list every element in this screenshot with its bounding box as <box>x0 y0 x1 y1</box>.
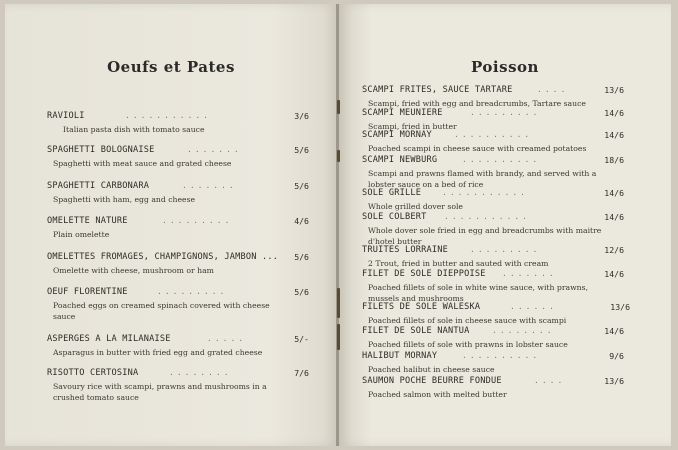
leader-dots: ......... <box>162 216 233 225</box>
dish-name: SCAMPI FRITES, SAUCE TARTARE <box>362 85 513 95</box>
leader-dots: ......... <box>470 245 541 254</box>
dish-name: OMELETTE NATURE <box>47 216 128 226</box>
dish-name: RAVIOLI <box>47 111 85 121</box>
leader-dots: ......... <box>470 108 541 117</box>
menu-item <box>362 351 624 375</box>
dish-price: 14/6 <box>604 326 624 336</box>
menu-item <box>362 212 624 247</box>
leader-dots: ....... <box>182 181 237 190</box>
dish-description: Italian pasta dish with tomato sauce <box>63 125 205 134</box>
menu-item <box>362 245 624 269</box>
dish-name: ASPERGES A LA MILANAISE <box>47 334 171 344</box>
menu-item <box>47 216 309 240</box>
binding-tab <box>337 288 340 318</box>
page-title-right: Poisson <box>471 58 539 76</box>
dish-description: Plain omelette <box>53 230 110 239</box>
dish-price: 14/6 <box>604 269 624 279</box>
binding-tab <box>337 100 340 114</box>
dish-description: Poached fillets of sole with prawns in lobster sauce <box>368 340 568 349</box>
dish-name: SAUMON POCHE BEURRE FONDUE <box>362 376 502 386</box>
dish-name: RISOTTO CERTOSINA <box>47 368 139 378</box>
dish-name: HALIBUT MORNAY <box>362 351 438 361</box>
dish-name: SPAGHETTI CARBONARA <box>47 181 150 191</box>
binding-tab <box>337 150 340 162</box>
menu-item <box>47 287 309 322</box>
dish-price: 18/6 <box>604 155 624 165</box>
dish-price: 13/6 <box>604 85 624 95</box>
dish-price: 5/- <box>294 334 309 344</box>
dish-description: Poached halibut in cheese sauce <box>368 365 495 374</box>
dish-description: Scampi, fried with egg and breadcrumbs, Tartare sauce <box>368 99 586 108</box>
menu-item <box>362 269 624 304</box>
menu-item <box>47 252 309 276</box>
dish-price: 7/6 <box>294 368 309 378</box>
dish-description: Poached scampi in cheese sauce with creamed potatoes <box>368 144 587 153</box>
dish-price: 5/6 <box>294 145 309 155</box>
menu-item <box>362 326 624 350</box>
dish-price: 14/6 <box>604 212 624 222</box>
dish-name: SCAMPI NEWBURG <box>362 155 438 165</box>
dish-description: Savoury rice with scampi, prawns and mushrooms in a crushed tomato sauce <box>53 382 267 402</box>
menu-item <box>362 108 624 132</box>
dish-description: Asparagus in butter with fried egg and grated cheese <box>53 348 263 357</box>
leader-dots: ...... <box>510 302 557 311</box>
dish-price: 3/6 <box>294 111 309 121</box>
dish-name: OEUF FLORENTINE <box>47 287 128 297</box>
leader-dots: ........... <box>125 111 211 120</box>
dish-name: FILETS DE SOLE WALESKA <box>362 302 481 312</box>
dish-name: SOLE GRILLE <box>362 188 422 198</box>
dish-price: 14/6 <box>604 108 624 118</box>
dish-price: 14/6 <box>604 130 624 140</box>
dish-description: 2 Trout, fried in butter and sauted with cream <box>368 259 549 268</box>
dish-description: Whole dover sole fried in egg and breadcrumbs with maitre d'hotel butter <box>368 226 602 246</box>
dish-name: SPAGHETTI BOLOGNAISE <box>47 145 155 155</box>
dish-price: 14/6 <box>604 188 624 198</box>
dish-description: Poached fillets of sole in cheese sauce with scampi <box>368 316 567 325</box>
dish-name: SCAMPI MORNAY <box>362 130 432 140</box>
dish-description: Omelette with cheese, mushroom or ham <box>53 266 214 275</box>
dish-name: FILET DE SOLE DIEPPOISE <box>362 269 486 279</box>
dish-description: Poached salmon with melted butter <box>368 390 507 399</box>
leader-dots: ....... <box>187 145 242 154</box>
leader-dots: ........... <box>444 212 530 221</box>
menu-item <box>47 111 309 135</box>
menu-item <box>47 368 309 403</box>
menu-item <box>362 85 624 109</box>
menu-item <box>47 334 309 358</box>
leader-dots: ........... <box>442 188 528 197</box>
leader-dots: ........ <box>169 368 232 377</box>
dish-price: 13/6 <box>604 376 624 386</box>
dish-price: 12/6 <box>604 245 624 255</box>
dish-description: Poached fillets of sole in white wine sauce, with prawns, mussels and mushrooms <box>368 283 589 303</box>
menu-item <box>362 155 624 190</box>
menu-item <box>47 145 309 169</box>
menu-item <box>362 188 624 212</box>
dish-price: 4/6 <box>294 216 309 226</box>
left-page <box>5 4 337 446</box>
right-page <box>339 4 671 446</box>
dish-name: SOLE COLBERT <box>362 212 427 222</box>
page-title-left: Oeufs et Pates <box>107 58 235 76</box>
dish-price: 5/6 <box>294 287 309 297</box>
leader-dots: .... <box>537 85 569 94</box>
menu-item <box>362 376 624 400</box>
dish-description: Scampi and prawns flamed with brandy, and served with a lobster sauce on a bed of rice <box>368 169 597 189</box>
leader-dots: ....... <box>502 269 557 278</box>
leader-dots: ..... <box>207 334 247 343</box>
dish-description: Scampi, fried in butter <box>368 122 457 131</box>
dish-description: Whole grilled dover sole <box>368 202 463 211</box>
dish-price: 13/6 <box>610 302 630 312</box>
leader-dots: ......... <box>157 287 228 296</box>
leader-dots: .......... <box>462 351 541 360</box>
dish-description: Poached eggs on creamed spinach covered with cheese sauce <box>53 301 270 321</box>
leader-dots: .......... <box>462 155 541 164</box>
dish-name: TRUITES LORRAINE <box>362 245 448 255</box>
dish-name: SCAMPI MEUNIERE <box>362 108 443 118</box>
menu-item <box>47 181 309 205</box>
dish-price: 9/6 <box>609 351 624 361</box>
dish-description: Spaghetti with meat sauce and grated cheese <box>53 159 232 168</box>
dish-price: 5/6 <box>294 252 309 262</box>
leader-dots: ........ <box>492 326 555 335</box>
menu-item <box>362 302 630 326</box>
leader-dots: .......... <box>454 130 533 139</box>
binding-tab <box>337 324 340 350</box>
menu-item <box>362 130 624 154</box>
dish-name: OMELETTES FROMAGES, CHAMPIGNONS, JAMBON ... <box>47 252 279 262</box>
dish-name: FILET DE SOLE NANTUA <box>362 326 470 336</box>
dish-price: 5/6 <box>294 181 309 191</box>
dish-description: Spaghetti with ham, egg and cheese <box>53 195 196 204</box>
leader-dots: .... <box>534 376 566 385</box>
